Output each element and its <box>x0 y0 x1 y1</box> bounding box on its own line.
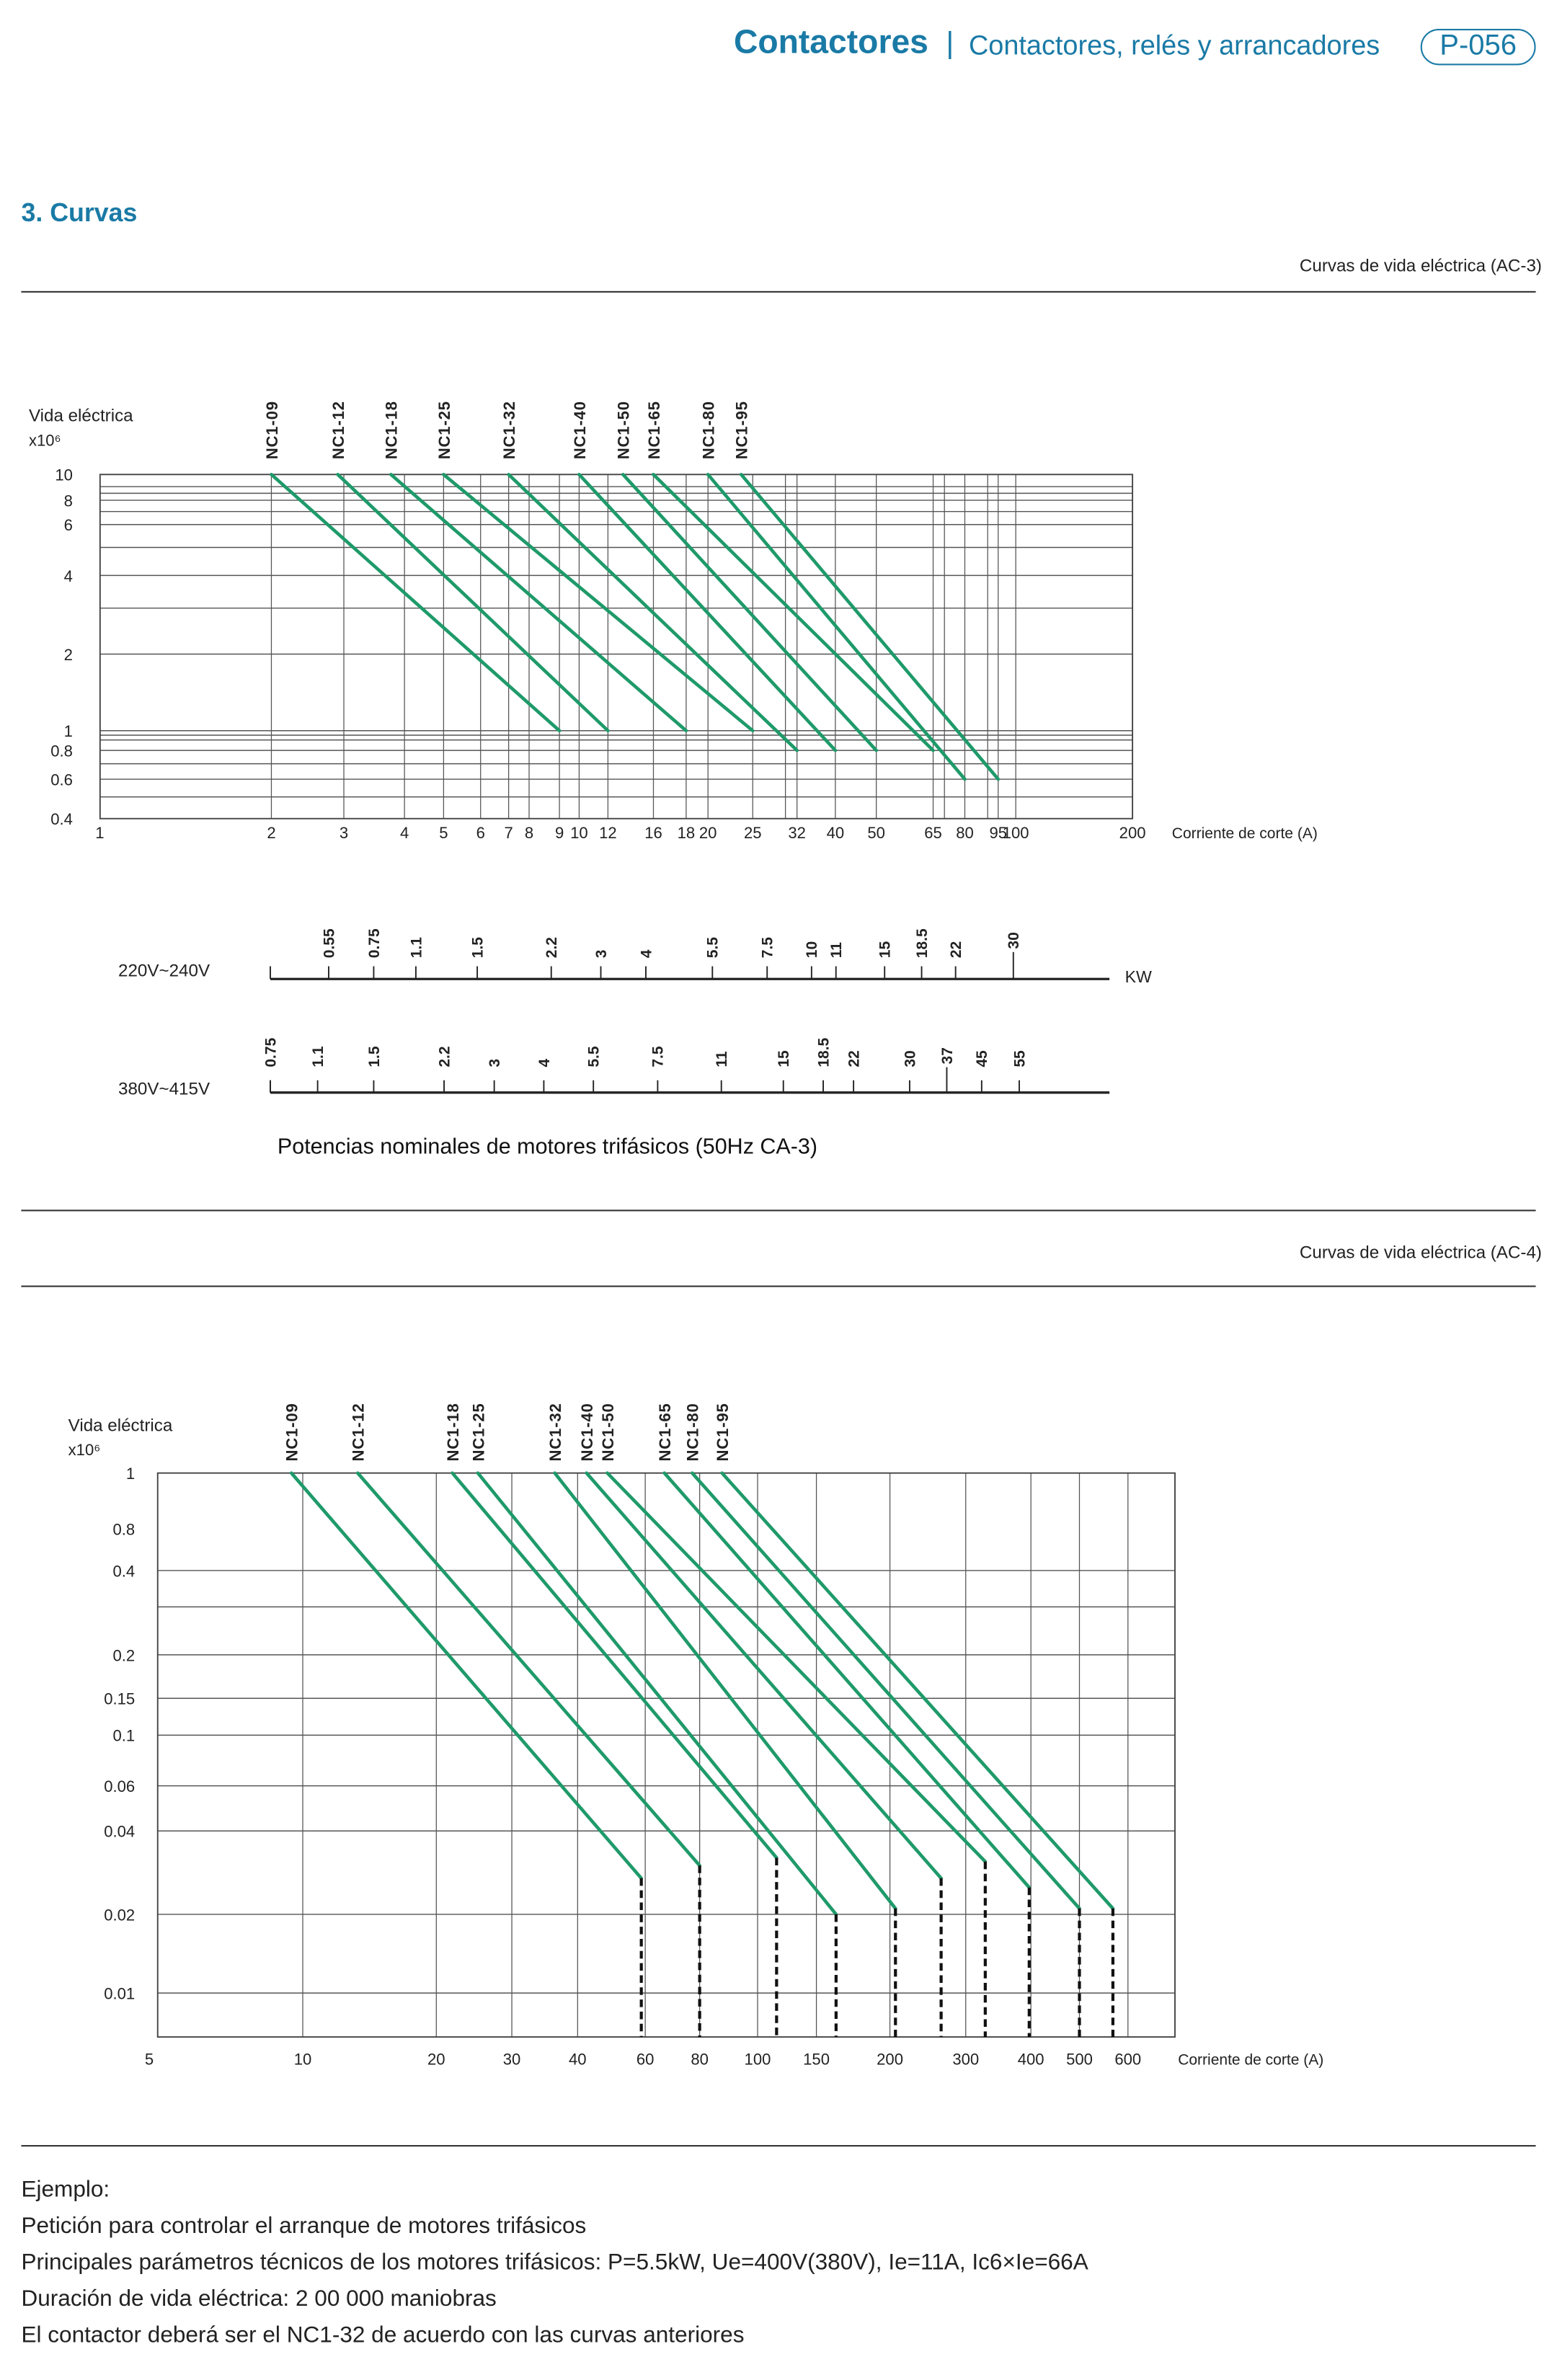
x-tick-label: 18 <box>677 824 696 843</box>
x-tick-label: 500 <box>1066 2050 1093 2069</box>
x-tick-label: 12 <box>599 824 617 843</box>
power-value-label: 7.5 <box>759 937 776 959</box>
x-tick-label: 5 <box>439 824 448 843</box>
x-tick-label: 95 <box>989 824 1008 843</box>
power-value-label: 4 <box>638 949 655 959</box>
x-tick-label: 20 <box>427 2050 445 2069</box>
example-heading: Ejemplo: <box>21 2177 110 2203</box>
curve-line <box>338 474 608 730</box>
curve-label: NC1-50 <box>598 1403 617 1462</box>
curve-line <box>358 1473 699 1866</box>
power-value-label: 2.2 <box>436 1046 453 1067</box>
header-title: Contactores <box>733 22 928 61</box>
power-value-label: 0.75 <box>262 1037 280 1067</box>
y-tick-label: 0.2 <box>112 1646 136 1665</box>
y-tick-label: 1 <box>63 722 73 741</box>
y-tick-label: 6 <box>63 516 73 535</box>
curve-label: NC1-95 <box>714 1403 732 1462</box>
curve-line <box>587 1473 941 1878</box>
power-value-label: 0.55 <box>321 928 338 959</box>
example-line: Duración de vida eléctrica: 2 00 000 maniobras <box>21 2286 497 2312</box>
power-value-label: 0.75 <box>365 928 383 959</box>
power-value-label: 30 <box>1006 932 1023 949</box>
y-tick-label: 0.4 <box>50 810 73 829</box>
curve-label: NC1-18 <box>382 401 401 460</box>
power-value-label: 3 <box>593 949 610 959</box>
power-value-label: 37 <box>939 1047 956 1065</box>
x-tick-label: 150 <box>803 2050 830 2069</box>
curve-label: NC1-40 <box>570 401 589 460</box>
page-code-badge: P-056 <box>1421 29 1536 65</box>
y-axis-unit: x10⁶ <box>68 1441 101 1460</box>
series-nc1-25 <box>469 1403 836 2037</box>
curve-label: NC1-12 <box>349 1403 368 1462</box>
y-tick-label: 8 <box>63 492 73 510</box>
curve-label: NC1-09 <box>283 1403 301 1462</box>
x-tick-label: 60 <box>636 2050 655 2069</box>
curve-line <box>271 474 559 730</box>
power-scale-row <box>118 928 1109 980</box>
ac4-chart <box>68 1403 1324 2068</box>
series-nc1-12 <box>329 401 608 731</box>
series-nc1-50 <box>599 1403 985 2037</box>
power-value-label: 45 <box>974 1050 991 1067</box>
ac3-chart <box>29 401 1318 842</box>
power-value-label: 10 <box>804 941 821 959</box>
x-tick-label: 8 <box>524 824 534 843</box>
curve-label: NC1-25 <box>469 1403 488 1462</box>
curve-line <box>722 1473 1113 1909</box>
y-tick-label: 0.15 <box>104 1689 136 1708</box>
curve-label: NC1-95 <box>732 401 751 460</box>
curve-label: NC1-09 <box>262 401 281 460</box>
power-value-label: 5.5 <box>704 937 722 959</box>
x-tick-label: 6 <box>476 824 485 843</box>
x-tick-label: 3 <box>339 824 349 843</box>
x-tick-label: 80 <box>956 824 974 843</box>
curve-label: NC1-12 <box>329 401 348 460</box>
example-line: Petición para controlar el arranque de motores trifásicos <box>21 2213 587 2239</box>
y-tick-label: 0.01 <box>104 1984 136 2003</box>
x-tick-label: 10 <box>293 2050 312 2069</box>
curve-line <box>291 1473 641 1878</box>
power-value-label: 1.5 <box>365 1046 383 1067</box>
curve-label: NC1-80 <box>683 1403 702 1462</box>
x-tick-label: 4 <box>399 824 409 843</box>
curve-line <box>453 1473 777 1858</box>
curve-label: NC1-50 <box>614 401 633 460</box>
power-value-label: 55 <box>1011 1050 1029 1067</box>
y-tick-label: 10 <box>55 466 73 484</box>
y-tick-label: 0.6 <box>50 771 73 789</box>
series-nc1-65 <box>656 1403 1029 2037</box>
voltage-label: 220V~240V <box>118 961 210 981</box>
x-tick-label: 200 <box>1119 824 1146 843</box>
y-axis-unit: x10⁶ <box>28 431 61 450</box>
curve-line <box>665 1473 1029 1888</box>
x-tick-label: 25 <box>743 824 762 843</box>
x-tick-label: 40 <box>826 824 845 843</box>
x-tick-label: 2 <box>267 824 276 843</box>
x-tick-label: 30 <box>502 2050 521 2069</box>
curve-label: NC1-65 <box>656 1403 675 1462</box>
example-line: Principales parámetros técnicos de los motores trifásicos: P=5.5kW, Ue=400V(380V), Ie=11A, Ic6×Ie=66A <box>21 2250 1088 2275</box>
power-unit-label: KW <box>1124 967 1152 986</box>
header-subtitle: Contactores, relés y arrancadores <box>968 30 1380 61</box>
x-tick-label: 80 <box>691 2050 709 2069</box>
power-value-label: 1.1 <box>309 1046 327 1067</box>
curve-label: NC1-32 <box>500 401 519 460</box>
curve-line <box>608 1473 985 1862</box>
x-tick-label: 65 <box>924 824 942 843</box>
power-value-label: 11 <box>714 1051 731 1067</box>
power-value-label: 30 <box>902 1050 919 1067</box>
curve-label: NC1-18 <box>443 1403 462 1462</box>
curve-line <box>692 1473 1079 1909</box>
y-tick-label: 0.02 <box>104 1906 136 1924</box>
y-tick-label: 0.4 <box>112 1562 136 1581</box>
x-tick-label: 7 <box>504 824 513 843</box>
x-tick-label: 32 <box>788 824 806 843</box>
example-line: El contactor deberá ser el NC1-32 de acuerdo con las curvas anteriores <box>21 2322 745 2348</box>
curve-line <box>653 474 933 750</box>
power-scale-caption: Potencias nominales de motores trifásicos (50Hz CA-3) <box>277 1135 818 1160</box>
x-tick-label: 9 <box>554 824 564 843</box>
y-tick-label: 1 <box>125 1465 136 1483</box>
power-value-label: 11 <box>828 942 846 959</box>
y-tick-label: 4 <box>63 567 73 585</box>
series-nc1-18 <box>383 401 686 731</box>
x-axis-title: Corriente de corte (A) <box>1171 825 1318 843</box>
y-axis-title: Vida eléctrica <box>28 406 133 426</box>
series-nc1-12 <box>350 1403 700 2037</box>
power-scale-row <box>118 1037 1109 1098</box>
curve-line <box>555 1473 896 1909</box>
y-tick-label: 2 <box>63 645 73 664</box>
ac3-chart-title: Curvas de vida eléctrica (AC-3) <box>1299 257 1542 276</box>
curve-label: NC1-80 <box>699 401 718 460</box>
x-tick-label: 600 <box>1114 2050 1142 2069</box>
power-value-label: 18.5 <box>815 1037 833 1067</box>
x-tick-label: 16 <box>644 824 662 843</box>
power-value-label: 1.1 <box>408 937 425 959</box>
plot-frame <box>158 1473 1175 2037</box>
power-value-label: 2.2 <box>544 937 561 959</box>
series-nc1-32 <box>546 1403 895 2037</box>
power-value-label: 5.5 <box>585 1046 603 1067</box>
power-value-label: 7.5 <box>649 1046 667 1067</box>
x-tick-label: 200 <box>877 2050 904 2069</box>
power-value-label: 3 <box>487 1058 504 1067</box>
x-tick-label: 10 <box>570 824 588 843</box>
x-tick-label: 50 <box>867 824 885 843</box>
ac4-chart-title: Curvas de vida eléctrica (AC-4) <box>1299 1244 1542 1263</box>
power-value-label: 4 <box>536 1058 553 1067</box>
y-tick-label: 0.04 <box>104 1822 136 1841</box>
x-tick-label: 400 <box>1017 2050 1044 2069</box>
series-nc1-09 <box>283 1403 642 2037</box>
power-value-label: 22 <box>948 941 965 959</box>
x-tick-label: 20 <box>698 824 717 843</box>
x-tick-label: 100 <box>744 2050 771 2069</box>
y-tick-label: 0.06 <box>104 1777 136 1795</box>
header-separator: | <box>946 27 954 61</box>
x-tick-label: 1 <box>95 824 105 843</box>
power-value-label: 1.5 <box>469 937 487 959</box>
x-tick-label: 300 <box>952 2050 980 2069</box>
power-value-label: 22 <box>846 1050 863 1067</box>
section-title: 3. Curvas <box>21 198 138 228</box>
x-tick-label: 40 <box>569 2050 587 2069</box>
voltage-label: 380V~415V <box>118 1079 210 1099</box>
x-tick-label: 5 <box>144 2050 154 2069</box>
y-axis-title: Vida eléctrica <box>68 1416 173 1436</box>
power-value-label: 18.5 <box>913 928 931 959</box>
curve-label: NC1-65 <box>644 401 663 460</box>
curve-line <box>708 474 964 779</box>
curve-label: NC1-25 <box>435 401 453 460</box>
curve-line <box>443 474 753 730</box>
y-tick-label: 0.8 <box>112 1520 136 1539</box>
plot-frame <box>100 474 1132 818</box>
y-tick-label: 0.1 <box>112 1726 136 1745</box>
x-axis-title: Corriente de corte (A) <box>1178 2051 1324 2069</box>
curve-label: NC1-32 <box>546 1403 565 1462</box>
power-value-label: 15 <box>776 1050 793 1067</box>
x-tick-label: 100 <box>1002 824 1029 843</box>
y-tick-label: 0.8 <box>50 742 73 760</box>
curve-label: NC1-40 <box>578 1403 597 1462</box>
power-value-label: 15 <box>877 941 894 959</box>
